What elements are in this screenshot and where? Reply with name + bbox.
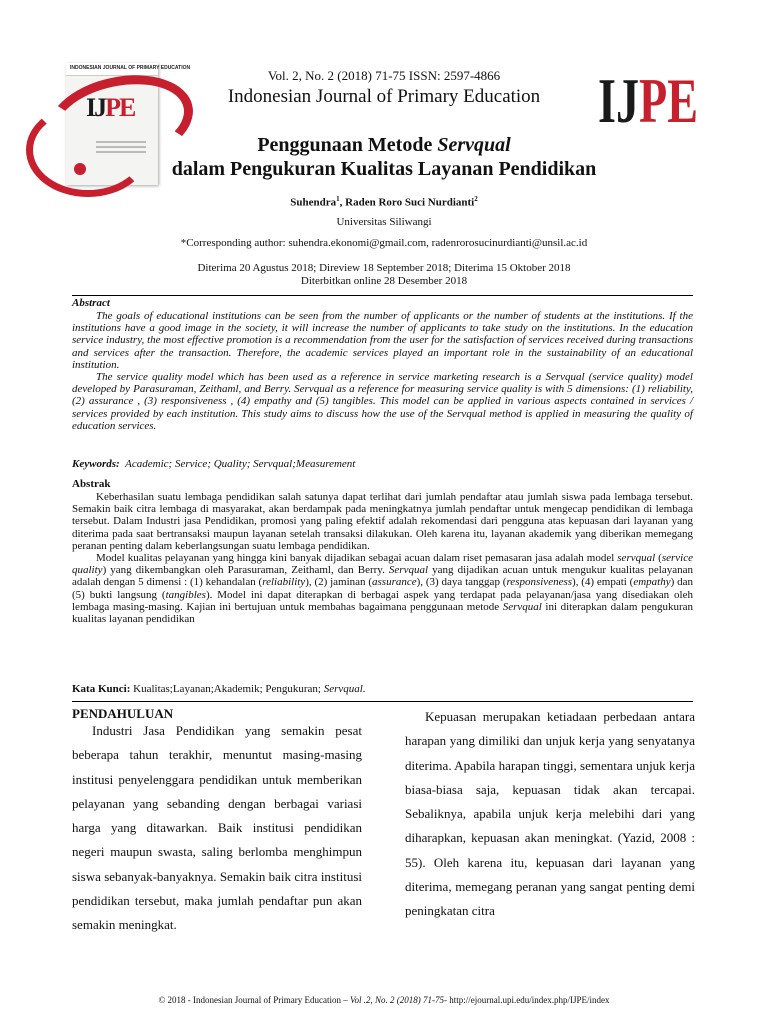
journal-name: Indonesian Journal of Primary Education <box>227 86 541 107</box>
page-footer: © 2018 - Indonesian Journal of Primary Education – Vol .2, No. 2 (2018) 71-75- http://ejournal.upi.edu/index.php/IJPE/index <box>158 995 610 1005</box>
abstract-top-rule <box>72 295 693 296</box>
volume-line: Vol. 2, No. 2 (2018) 71-75 ISSN: 2597-4866 <box>267 68 501 83</box>
authors: Suhendra$^1$, Raden Roro Suci Nurdianti$^2$ <box>290 195 478 209</box>
abstrak-heading: Abstrak <box>72 478 111 490</box>
section-heading: PENDAHULUAN <box>72 706 174 721</box>
affiliation: Universitas Siliwangi <box>336 216 432 228</box>
article-title: Penggunaan Metode Servqual dalam Pengukuran Kualitas Layanan Pendidikan <box>171 134 597 180</box>
body-right-column: Kepuasan merupakan ketiadaan perbedaan antara harapan yang dimiliki dan unjuk kerja yang senyatanya diterima. Apabila harapan tinggi, sementara unjuk kerja biasa-biasa saja, kepuasan tidak akan tercapai. Sebaliknya, apabila unjuk kerja melebihi dari yang diharapkan, kepuasan akan meningkat. (Yazid, 2008 : 55). Oleh karena itu, kepuasan dari layanan yang diterima, memegang peranan yang sangat penting demi peningkatan citra <box>405 709 695 919</box>
corresponding-author: *Corresponding author: suhendra.ekonomi@gmail.com, radenrorosucinurdianti@unsil.ac.id <box>180 237 588 249</box>
keywords-english: Keywords: Academic; Service; Quality; Servqual;Measurement <box>72 458 356 470</box>
body-left-column: Industri Jasa Pendidikan yang semakin pesat beberapa tahun terakhir, menuntut masing-masing institusi penyelenggara pendidikan untuk memberikan pelayanan yang sebanding dengan berbagai variasi harga yang ditawarkan. Baik institusi pendidikan negeri maupun swasta, saling berlomba menghimpun siswa sebanyak-banyaknya. Semakin baik citra institusi pendidikan tersebut, maka jumlah pendaftar pun akan semakin meningkat. <box>72 723 362 933</box>
article-dates: Diterima 20 Agustus 2018; Direview 18 September 2018; Diterima 15 Oktober 2018 Diterbitkan online 28 Desember 2018 <box>197 262 571 287</box>
cover-logo: IJPE <box>86 93 135 122</box>
abstrak-indonesian: Keberhasilan suatu lembaga pendidikan salah satunya dapat terlihat dari jumlah pendaftar atau jumlah siswa pada lembaga tersebut. Semakin baik citra lembaga di masyarakat, akan berdampak pada meningkatnya jumlah pendaftar untuk mengecap pendidikan di lembaga tersebut. Dalam Industri jasa Pendidikan, promosi yang paling efektif adalah rekomendasi dari pengguna atas kepuasan dari layanan yang diterima pada saat bertransaksi maupun layanan setelah transaksi dilakukan. Oleh karena itu, layanan akademik yang diberikan memegang peranan penting dalam keberlangsungan suatu lembaga pendidikan. Model kualitas pelayanan yang hingga kini banyak dijadikan sebagai acuan dalam riset pemasaran jasa adalah model servqual (service quality) yang dikembangkan oleh Parasuraman, Zeithaml, dan Berry. Servqual yang dijadikan acuan untuk mengukur kualitas pelayanan adalah dengan 5 dimensi : (1) kehandalan (reliability), (2) jaminan (assurance), (3) daya tanggap (responsiveness), (4) empati (empathy) dan (5) bukti langsung (tangibles). Model ini dapat diterapkan di berbagai aspek yang terdapat pada pelayanan/jasa yang disediakan oleh lembaga masing-masing. Kajian ini bertujuan untuk membahas bagaimana penggunaan metode Servqual ini diterapkan dalam pengukuran kualitas layanan pendidikan <box>72 491 693 626</box>
abstract-english: The goals of educational institutions can be seen from the number of applicants or the number of students at the institutions. If the institutions have a good image in the society, it will increase the number of applicants to take study on the institutions. In the education service industry, the most effective promotion is a recommendation from the user for the satisfaction of services received during transactions and services after the transaction. Therefore, the academic services played an important role in the sustainability of an educational institution. The service quality model which has been used as a reference in service marketing research is a Servqual (service quality) model developed by Parasuraman, Zeithaml, and Berry. Servqual as a reference for measuring service quality is with 5 dimensions: (1) reliability, (2) assurance , (3) responsiveness , (4) empathy and (5) tangibles. This model can be applied in various aspects contained in services / services provided by each institution. This study aims to discuss how the use of the Servqual method is applied in measuring the quality of education services. <box>72 310 693 432</box>
abstract-bottom-rule <box>72 701 693 702</box>
cover-header-text: INDONESIAN JOURNAL OF PRIMARY EDUCATION <box>70 65 191 71</box>
svg-text:IJPE: IJPE <box>598 65 721 136</box>
keywords-indonesian: Kata Kunci: Kualitas;Layanan;Akademik; Pengukuran; Servqual. <box>72 683 366 695</box>
abstract-heading: Abstract <box>72 297 110 309</box>
